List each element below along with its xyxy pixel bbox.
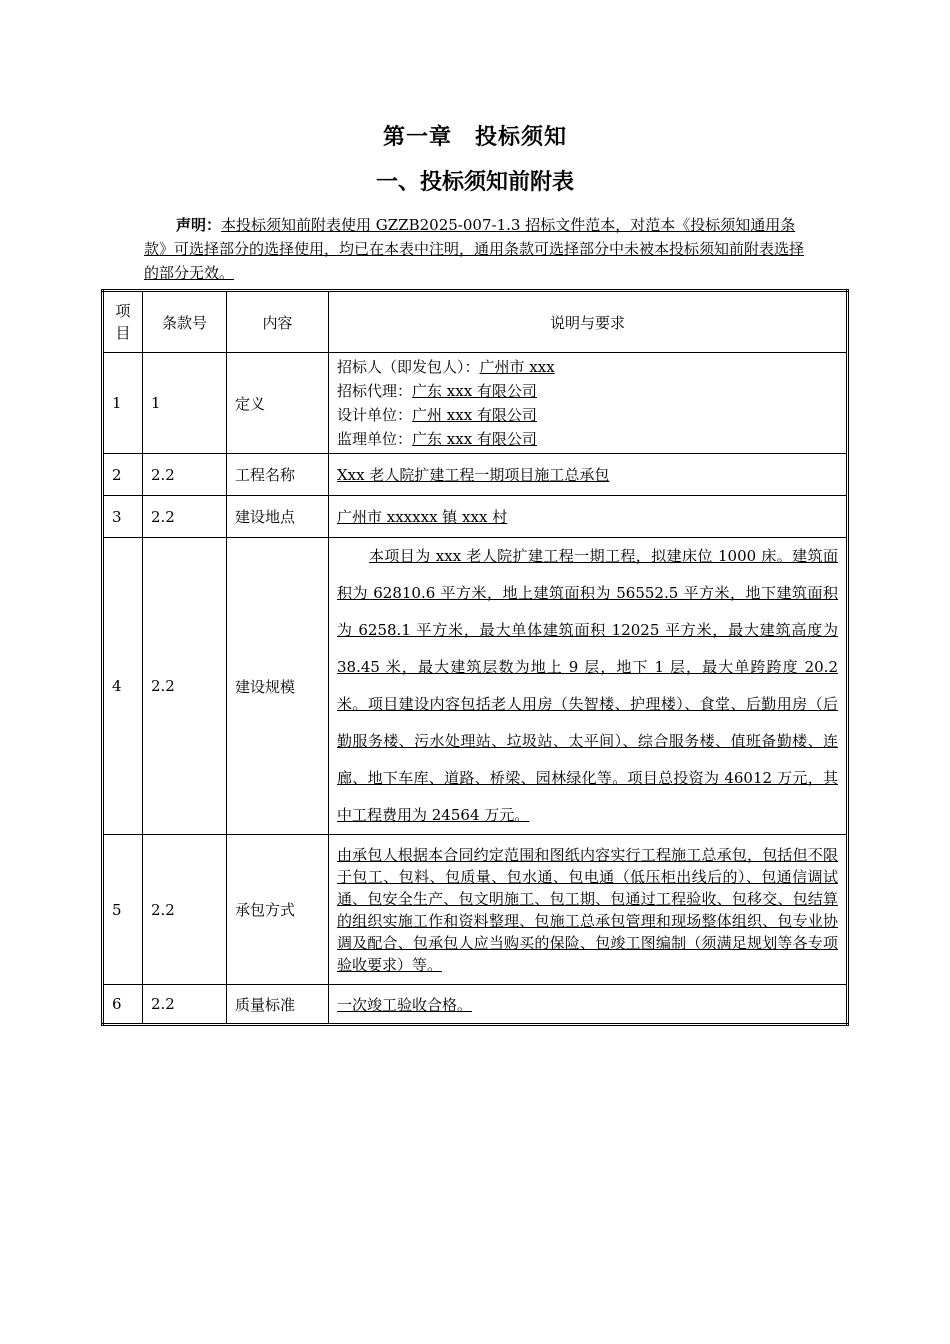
row-content: 质量标准 [227,985,329,1025]
section-title: 一、投标须知前附表 [375,170,574,195]
header-description: 说明与要求 [329,291,848,353]
row-clause: 2.2 [143,985,227,1025]
row-description [329,454,848,496]
row-description [329,835,848,985]
row-clause: 2.2 [143,835,227,985]
row-clause: 2.2 [143,454,227,496]
row-content: 建设地点 [227,496,329,538]
row-index: 5 [103,835,143,985]
row-content: 工程名称 [227,454,329,496]
bid-instructions-table [101,289,849,1026]
row-index: 3 [103,496,143,538]
chapter-title: 第一章 投标须知 [382,125,567,150]
definition-line [337,403,838,427]
row-index: 6 [103,985,143,1025]
table-row [103,353,848,454]
definition-line [337,379,838,403]
row-index: 1 [103,353,143,454]
contracting-method-text: 由承包人根据本合同约定范围和图纸内容实行工程施工总承包，包括但不限于包工、包料、包质量、包水通、包电通（低压柜出线后的）、包通信调试通、包安全生产、包文明施工、包工期、包通过工程验收、包移交、包结算的组织实施工作和资料整理、包施工总承包管理和现场整体组织、包专业协调及配合、包承包人应当购买的保险、包竣工图编制（须满足规划等各专项验收要求）等。 [337,845,838,974]
statement-lead: 声明： [176,216,222,234]
header-clause: 条款号 [143,291,227,353]
row-content: 定义 [227,353,329,454]
row-index: 4 [103,538,143,835]
definition-label: 监理单位： [337,430,413,448]
row-description [329,496,848,538]
construction-scale-text: 本项目为 xxx 老人院扩建工程一期工程，拟建床位 1000 床。建筑面积为 62810.6 平方米，地上建筑面积为 56552.5 平方米，地下建筑面积为 6258.1 平方米，最大单体建筑面积 12025 平方米，最大建筑高度为 38.45 米，最大建筑层数为地上 9 层，地下 1 层，最大单跨跨度 20.2 米。项目建设内容包括老人用房（失智楼、护理楼）、食堂、后勤用房（后勤服务楼、污水处理站、垃圾站、太平间）、综合服务楼、值班备勤楼、连廊、地下车库、道路、桥梁、园林绿化等。项目总投资为 46012 万元，其中工程费用为 24564 万元。 [337,547,838,824]
definition-line [337,427,838,451]
row-index: 2 [103,454,143,496]
header-index: 项目 [103,291,143,353]
definition-value: 广东 xxx 有限公司 [412,382,537,400]
definition-label: 设计单位： [337,406,413,424]
statement-body: 本投标须知前附表使用 GZZB2025-007-1.3 招标文件范本，对范本《投标须知通用条款》可选择部分的选择使用，均已在本表中注明，通用条款可选择部分中未被本投标须知前附表选择的部分无效。 [144,216,805,282]
row-clause: 2.2 [143,496,227,538]
row-description [329,538,848,835]
row-content: 承包方式 [227,835,329,985]
site-location-value: 广州市 xxxxxx 镇 xxx 村 [337,508,508,526]
quality-standard-value: 一次竣工验收合格。 [337,995,473,1014]
definition-value: 广州 xxx 有限公司 [412,406,537,424]
definition-value: 广州市 xxx [479,358,555,376]
project-name-value: Xxx 老人院扩建工程一期项目施工总承包 [337,466,610,484]
header-content: 内容 [227,291,329,353]
table-row [103,454,848,496]
row-clause: 1 [143,353,227,454]
statement [144,213,814,285]
table-row [103,538,848,835]
row-content: 建设规模 [227,538,329,835]
row-clause: 2.2 [143,538,227,835]
definition-label: 招标人（即发包人）： [337,358,480,376]
table-row [103,835,848,985]
definition-label: 招标代理： [337,382,413,400]
table-row [103,496,848,538]
table-row [103,985,848,1025]
definition-line [337,355,838,379]
table-header-row [103,291,848,353]
definition-value: 广东 xxx 有限公司 [412,430,537,448]
row-description [329,985,848,1025]
row-description [329,353,848,454]
